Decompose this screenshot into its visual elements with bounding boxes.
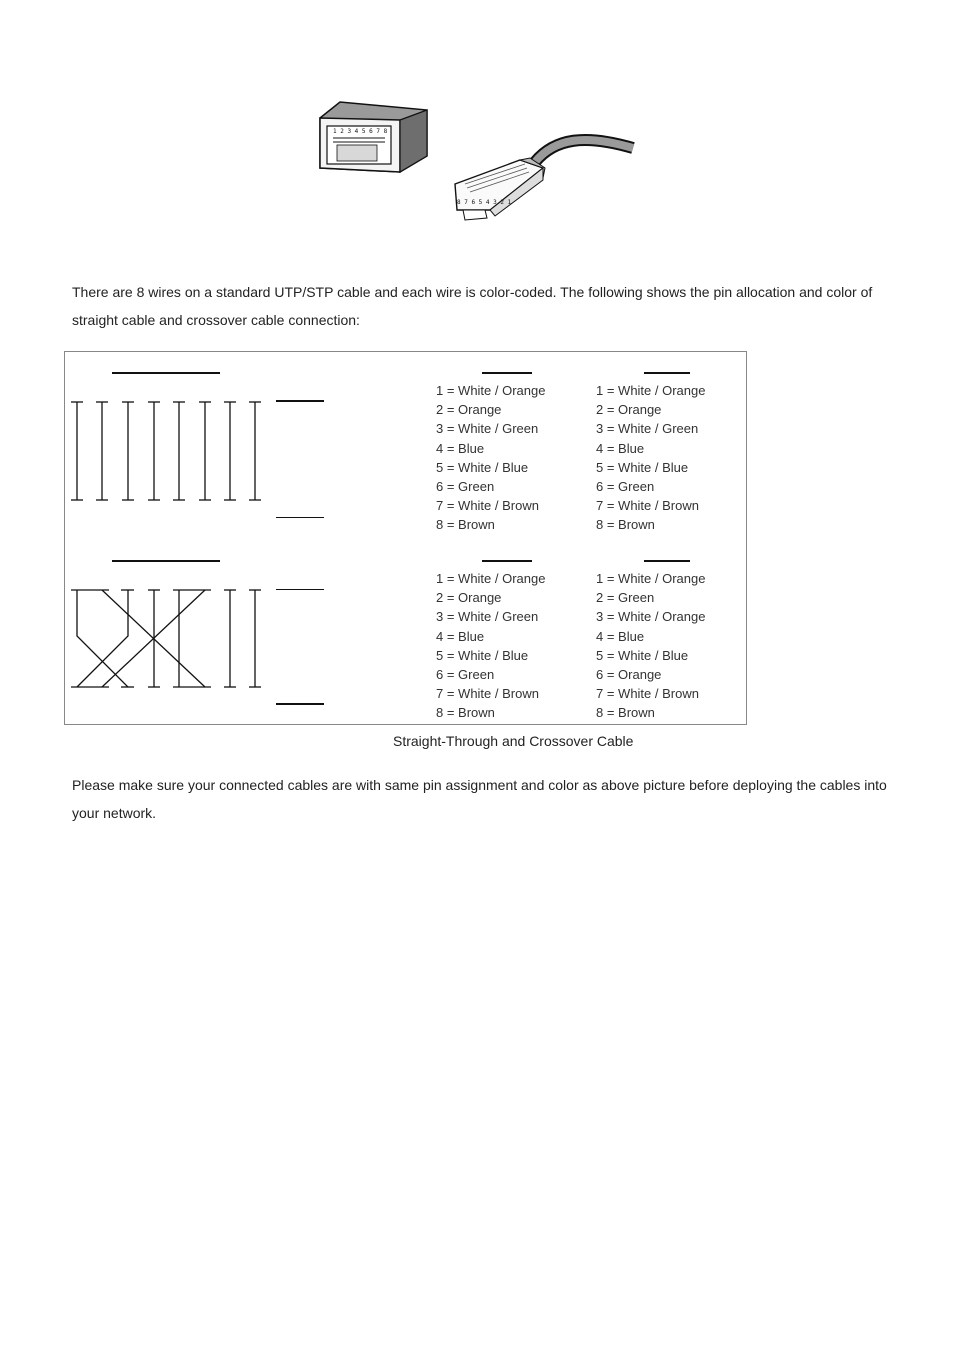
- pin-row: 7 = White / Brown: [596, 686, 699, 702]
- straight-wire-4: [148, 402, 160, 500]
- pin-row: 5 = White / Blue: [436, 647, 529, 663]
- straight-cable-bottom-line: [276, 517, 324, 518]
- straight-wiring-diagram: [71, 400, 266, 502]
- crossover-cable-bottom-line: [276, 703, 324, 705]
- rj45-connector-illustration: [315, 98, 645, 228]
- pin-row: 1 = White / Orange: [436, 571, 546, 586]
- pin-row: 7 = White / Brown: [436, 498, 539, 514]
- straight-side-a-list: [436, 381, 545, 535]
- straight-cable-top-line: [276, 400, 324, 402]
- intro-paragraph: There are 8 wires on a standard UTP/STP cable and each wire is color-coded. The following shows the pin allocation and color of straight cable and crossover cable connection:: [72, 284, 873, 328]
- crossover-side-a-header-line: [482, 560, 532, 562]
- plug-pin-numbers: 8 7 6 5 4 3 2 1: [457, 199, 512, 206]
- crossover-side-b-list: [596, 569, 705, 723]
- straight-wire-2: [96, 402, 108, 500]
- pin-row: 7 = White / Brown: [596, 498, 699, 514]
- figure-caption: Straight-Through and Crossover Cable: [393, 733, 634, 749]
- crossover-wire-2: [77, 590, 128, 687]
- pin-allocation-table: [64, 351, 747, 725]
- straight-side-b-header-line: [644, 372, 690, 374]
- straight-wire-6: [199, 402, 211, 500]
- pin-row: 5 = White / Blue: [596, 459, 689, 475]
- straight-wire-8: [249, 402, 261, 500]
- rj45-jack-icon: [320, 102, 427, 172]
- pin-row: 5 = White / Blue: [436, 459, 529, 475]
- pin-row: 1 = White / Orange: [596, 571, 706, 586]
- closing-paragraph: Please make sure your connected cables are with same pin assignment and color as above picture before deploying the cables into your network.: [72, 777, 887, 821]
- pin-row: 1 = White / Orange: [596, 383, 706, 398]
- straight-wire-7: [224, 402, 236, 500]
- pin-row: 3 = White / Orange: [596, 609, 706, 625]
- crossover-header-line: [112, 560, 220, 562]
- pin-row: 3 = White / Green: [596, 421, 699, 437]
- pin-row: 4 = Blue: [436, 440, 485, 456]
- crossover-wiring-diagram: [71, 588, 266, 690]
- straight-wire-3: [122, 402, 134, 500]
- jack-pin-numbers: 1 2 3 4 5 6 7 8: [333, 128, 388, 135]
- pin-row: 8 = Brown: [596, 705, 655, 721]
- pin-row: 6 = Green: [436, 667, 495, 683]
- pin-row: 8 = Brown: [436, 705, 495, 721]
- pin-row: 1 = White / Orange: [436, 383, 546, 398]
- pin-row: 4 = Blue: [436, 628, 485, 644]
- pin-row: 6 = Green: [596, 479, 655, 495]
- pin-row: 2 = Orange: [436, 402, 502, 418]
- crossover-side-b-header-line: [644, 560, 690, 562]
- pin-row: 8 = Brown: [596, 517, 655, 533]
- pin-row: 6 = Orange: [596, 667, 662, 683]
- pin-row: 5 = White / Blue: [596, 647, 689, 663]
- crossover-cable-top-line: [276, 589, 324, 590]
- rj45-plug-icon: [455, 140, 633, 220]
- pin-row: 3 = White / Green: [436, 421, 539, 437]
- straight-header-line: [112, 372, 220, 374]
- pin-row: 2 = Orange: [436, 590, 502, 606]
- straight-side-b-list: [596, 381, 705, 535]
- pin-row: 4 = Blue: [596, 628, 645, 644]
- crossover-side-a-list: [436, 569, 545, 723]
- straight-side-a-header-line: [482, 372, 532, 374]
- pin-row: 8 = Brown: [436, 517, 495, 533]
- straight-wire-1: [71, 402, 83, 500]
- crossover-wire-1: [77, 590, 128, 687]
- pin-row: 7 = White / Brown: [436, 686, 539, 702]
- pin-row: 2 = Green: [596, 590, 655, 606]
- pin-row: 2 = Orange: [596, 402, 662, 418]
- pin-row: 6 = Green: [436, 479, 495, 495]
- pin-row: 4 = Blue: [596, 440, 645, 456]
- pin-row: 3 = White / Green: [436, 609, 539, 625]
- straight-wire-5: [173, 402, 185, 500]
